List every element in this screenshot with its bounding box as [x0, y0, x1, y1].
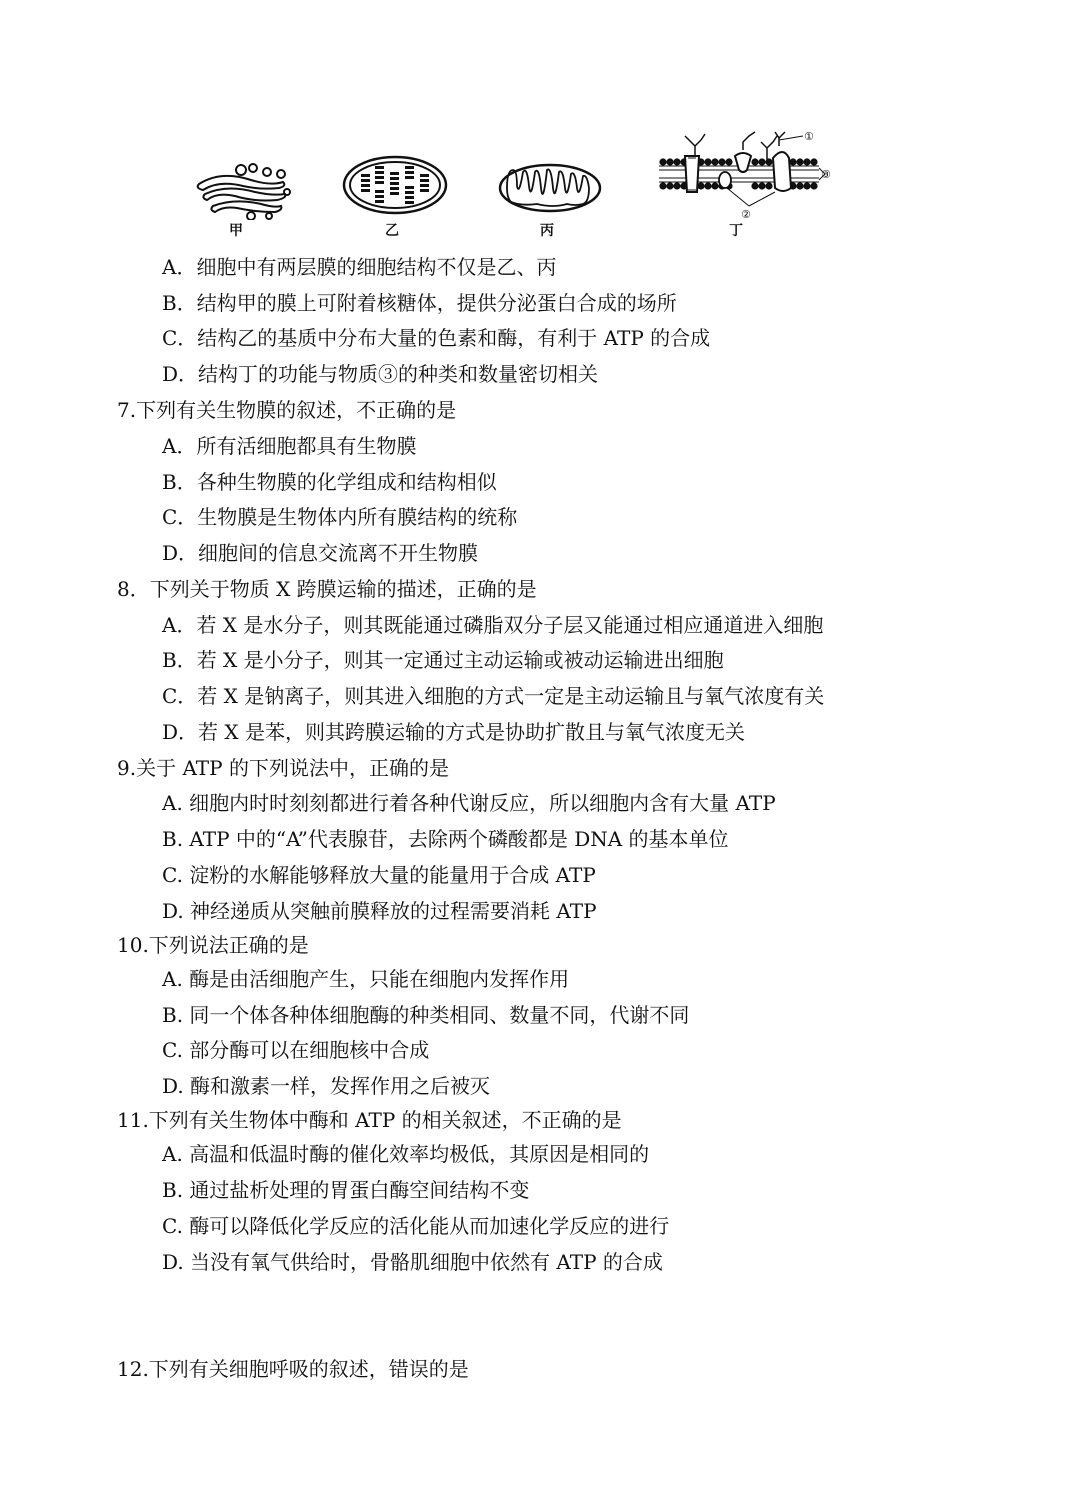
q10-option-d: D. 酶和激素一样，发挥作用之后被灭: [162, 1074, 491, 1098]
figure-label-bing: 丙: [540, 223, 554, 239]
q11-option-d: D. 当没有氧气供给时，骨骼肌细胞中依然有 ATP 的合成: [162, 1250, 663, 1274]
q6-option-d: D．结构丁的功能与物质③的种类和数量密切相关: [162, 362, 599, 386]
q11-option-b: B. 通过盐析处理的胃蛋白酶空间结构不变: [162, 1178, 530, 1202]
q11-stem: 11.下列有关生物体中酶和 ATP 的相关叙述，不正确的是: [117, 1108, 622, 1132]
q6-option-c: C．结构乙的基质中分布大量的色素和酶，有利于 ATP 的合成: [162, 326, 711, 350]
q6-option-a: A．细胞中有两层膜的细胞结构不仅是乙、丙: [162, 255, 557, 279]
q8-option-b: B．若 X 是小分子，则其一定通过主动运输或被动运输进出细胞: [162, 648, 724, 672]
q12-stem: 12.下列有关细胞呼吸的叙述，错误的是: [117, 1357, 469, 1381]
q9-option-d: D. 神经递质从突触前膜释放的过程需要消耗 ATP: [162, 899, 597, 923]
q7-option-b: B．各种生物膜的化学组成和结构相似: [162, 470, 497, 494]
q8-stem: 8．下列关于物质 X 跨膜运输的描述，正确的是: [117, 577, 537, 601]
q10-option-a: A. 酶是由活细胞产生，只能在细胞内发挥作用: [162, 967, 570, 991]
figure-label-ding: 丁: [729, 223, 743, 239]
figure-label-yi: 乙: [385, 223, 399, 239]
q9-stem: 9.关于 ATP 的下列说法中，正确的是: [117, 756, 449, 780]
q9-option-a: A. 细胞内时时刻刻都进行着各种代谢反应，所以细胞内含有大量 ATP: [162, 791, 776, 815]
q7-option-c: C．生物膜是生物体内所有膜结构的统称: [162, 505, 518, 529]
chloroplast-diagram: [341, 154, 449, 216]
marker-1: ①: [804, 130, 814, 143]
q11-option-a: A. 高温和低温时酶的催化效率均极低，其原因是相同的: [162, 1142, 650, 1166]
q8-option-d: D．若 X 是苯，则其跨膜运输的方式是协助扩散且与氧气浓度无关: [162, 720, 745, 744]
q7-option-d: D．细胞间的信息交流离不开生物膜: [162, 541, 479, 565]
q9-option-c: C. 淀粉的水解能够释放大量的能量用于合成 ATP: [162, 863, 596, 887]
figure-label-jia: 甲: [229, 223, 243, 239]
q8-option-c: C．若 X 是钠离子，则其进入细胞的方式一定是主动运输且与氧气浓度有关: [162, 684, 825, 708]
q10-option-b: B. 同一个体各种体细胞酶的种类相同、数量不同，代谢不同: [162, 1003, 690, 1027]
marker-3: ③: [821, 168, 831, 181]
mitochondrion-diagram: [497, 162, 603, 214]
q9-option-b: B. ATP 中的“A”代表腺苷，去除两个磷酸都是 DNA 的基本单位: [162, 827, 729, 851]
cell-membrane-diagram: [655, 128, 833, 222]
q10-option-c: C. 部分酶可以在细胞核中合成: [162, 1038, 430, 1062]
q8-option-a: A．若 X 是水分子，则其既能通过磷脂双分子层又能通过相应通道进入细胞: [162, 613, 824, 637]
q6-option-b: B．结构甲的膜上可附着核糖体，提供分泌蛋白合成的场所: [162, 291, 677, 315]
q11-option-c: C. 酶可以降低化学反应的活化能从而加速化学反应的进行: [162, 1214, 670, 1238]
marker-2: ②: [741, 208, 751, 221]
q7-stem: 7.下列有关生物膜的叙述，不正确的是: [117, 398, 457, 422]
golgi-diagram: [191, 162, 291, 220]
q10-stem: 10.下列说法正确的是: [117, 933, 309, 957]
q7-option-a: A．所有活细胞都具有生物膜: [162, 434, 417, 458]
organelle-figure: [185, 128, 845, 240]
